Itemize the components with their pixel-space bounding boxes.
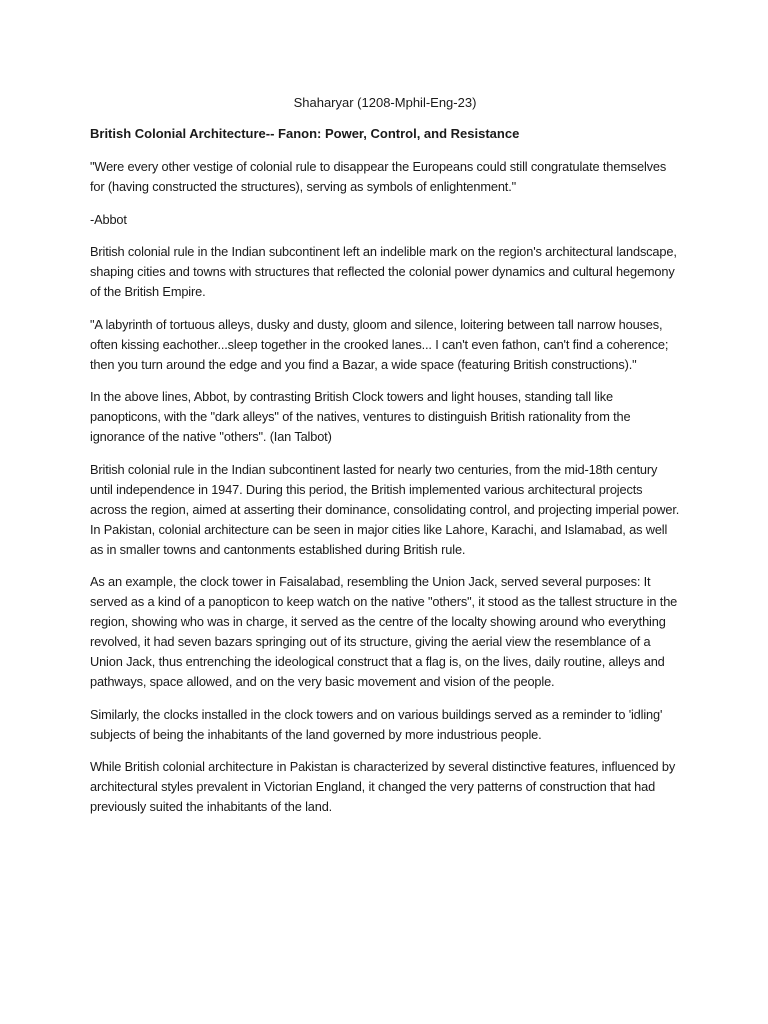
body-paragraph: Similarly, the clocks installed in the clock towers and on various buildings served as a reminder to 'idling' subjects of being the inhabitants of the land governed by more industrious people.: [90, 706, 663, 742]
body-paragraph: While British colonial architecture in Pakistan is characterized by several distinctive features, influenced by architectural styles prevalent in Victorian England, it changed the very patterns of construction that had previously suited the inhabitants of the land.: [90, 759, 676, 814]
quote-attribution: -Abbot: [90, 211, 127, 227]
body-paragraph: British colonial rule in the Indian subcontinent left an indelible mark on the region's architectural landscape, shaping cities and towns with structures that reflected the colonial power dynamics and cultural hegemony of the British Empire.: [90, 244, 677, 299]
author-line: Shaharyar (1208-Mphil-Eng-23): [293, 95, 477, 110]
body-paragraph: As an example, the clock tower in Faisalabad, resembling the Union Jack, served several purposes: It served as a kind of a panopticon to keep watch on the native "others", it stood as the tallest structure in the region, showing who was in charge, it served as the centre of the localty showing around who everything revolved, it had seven bazars springing out of its structure, giving the aerial view the resemblance of a Union Jack, thus entrenching the ideological construct that a flag is, on the lives, daily routine, alleys and pathways, space allowed, and on the very basic movement and vision of the people.: [90, 574, 678, 689]
block-quote: "A labyrinth of tortuous alleys, dusky and dusty, gloom and silence, loitering between tall narrow houses, often kissing eachother...sleep together in the crooked lanes... I can't even fathon, can't find a coherence; then you turn around the edge and you find a Bazar, a wide space (featuring British constructions).": [90, 316, 669, 372]
body-paragraph: British colonial rule in the Indian subcontinent lasted for nearly two centuries, from the mid-18th century until independence in 1947. During this period, the British implemented various architectural projects across the region, aimed at asserting their dominance, consolidating control, and projecting imperial power. In Pakistan, colonial architecture can be seen in major cities like Lahore, Karachi, and Islamabad, as well as in smaller towns and cantonments established during British rule.: [90, 461, 680, 557]
document-page: [90, 93, 680, 830]
document-title: British Colonial Architecture-- Fanon: Power, Control, and Resistance: [90, 126, 520, 141]
opening-quote: "Were every other vestige of colonial rule to disappear the Europeans could still congratulate themselves for (having constructed the structures), serving as symbols of enlightenment.": [90, 159, 667, 194]
body-paragraph: In the above lines, Abbot, by contrasting British Clock towers and light houses, standing tall like panopticons, with the "dark alleys" of the natives, ventures to distinguish British rationality from the ignorance of the native "others". (Ian Talbot): [90, 389, 631, 444]
